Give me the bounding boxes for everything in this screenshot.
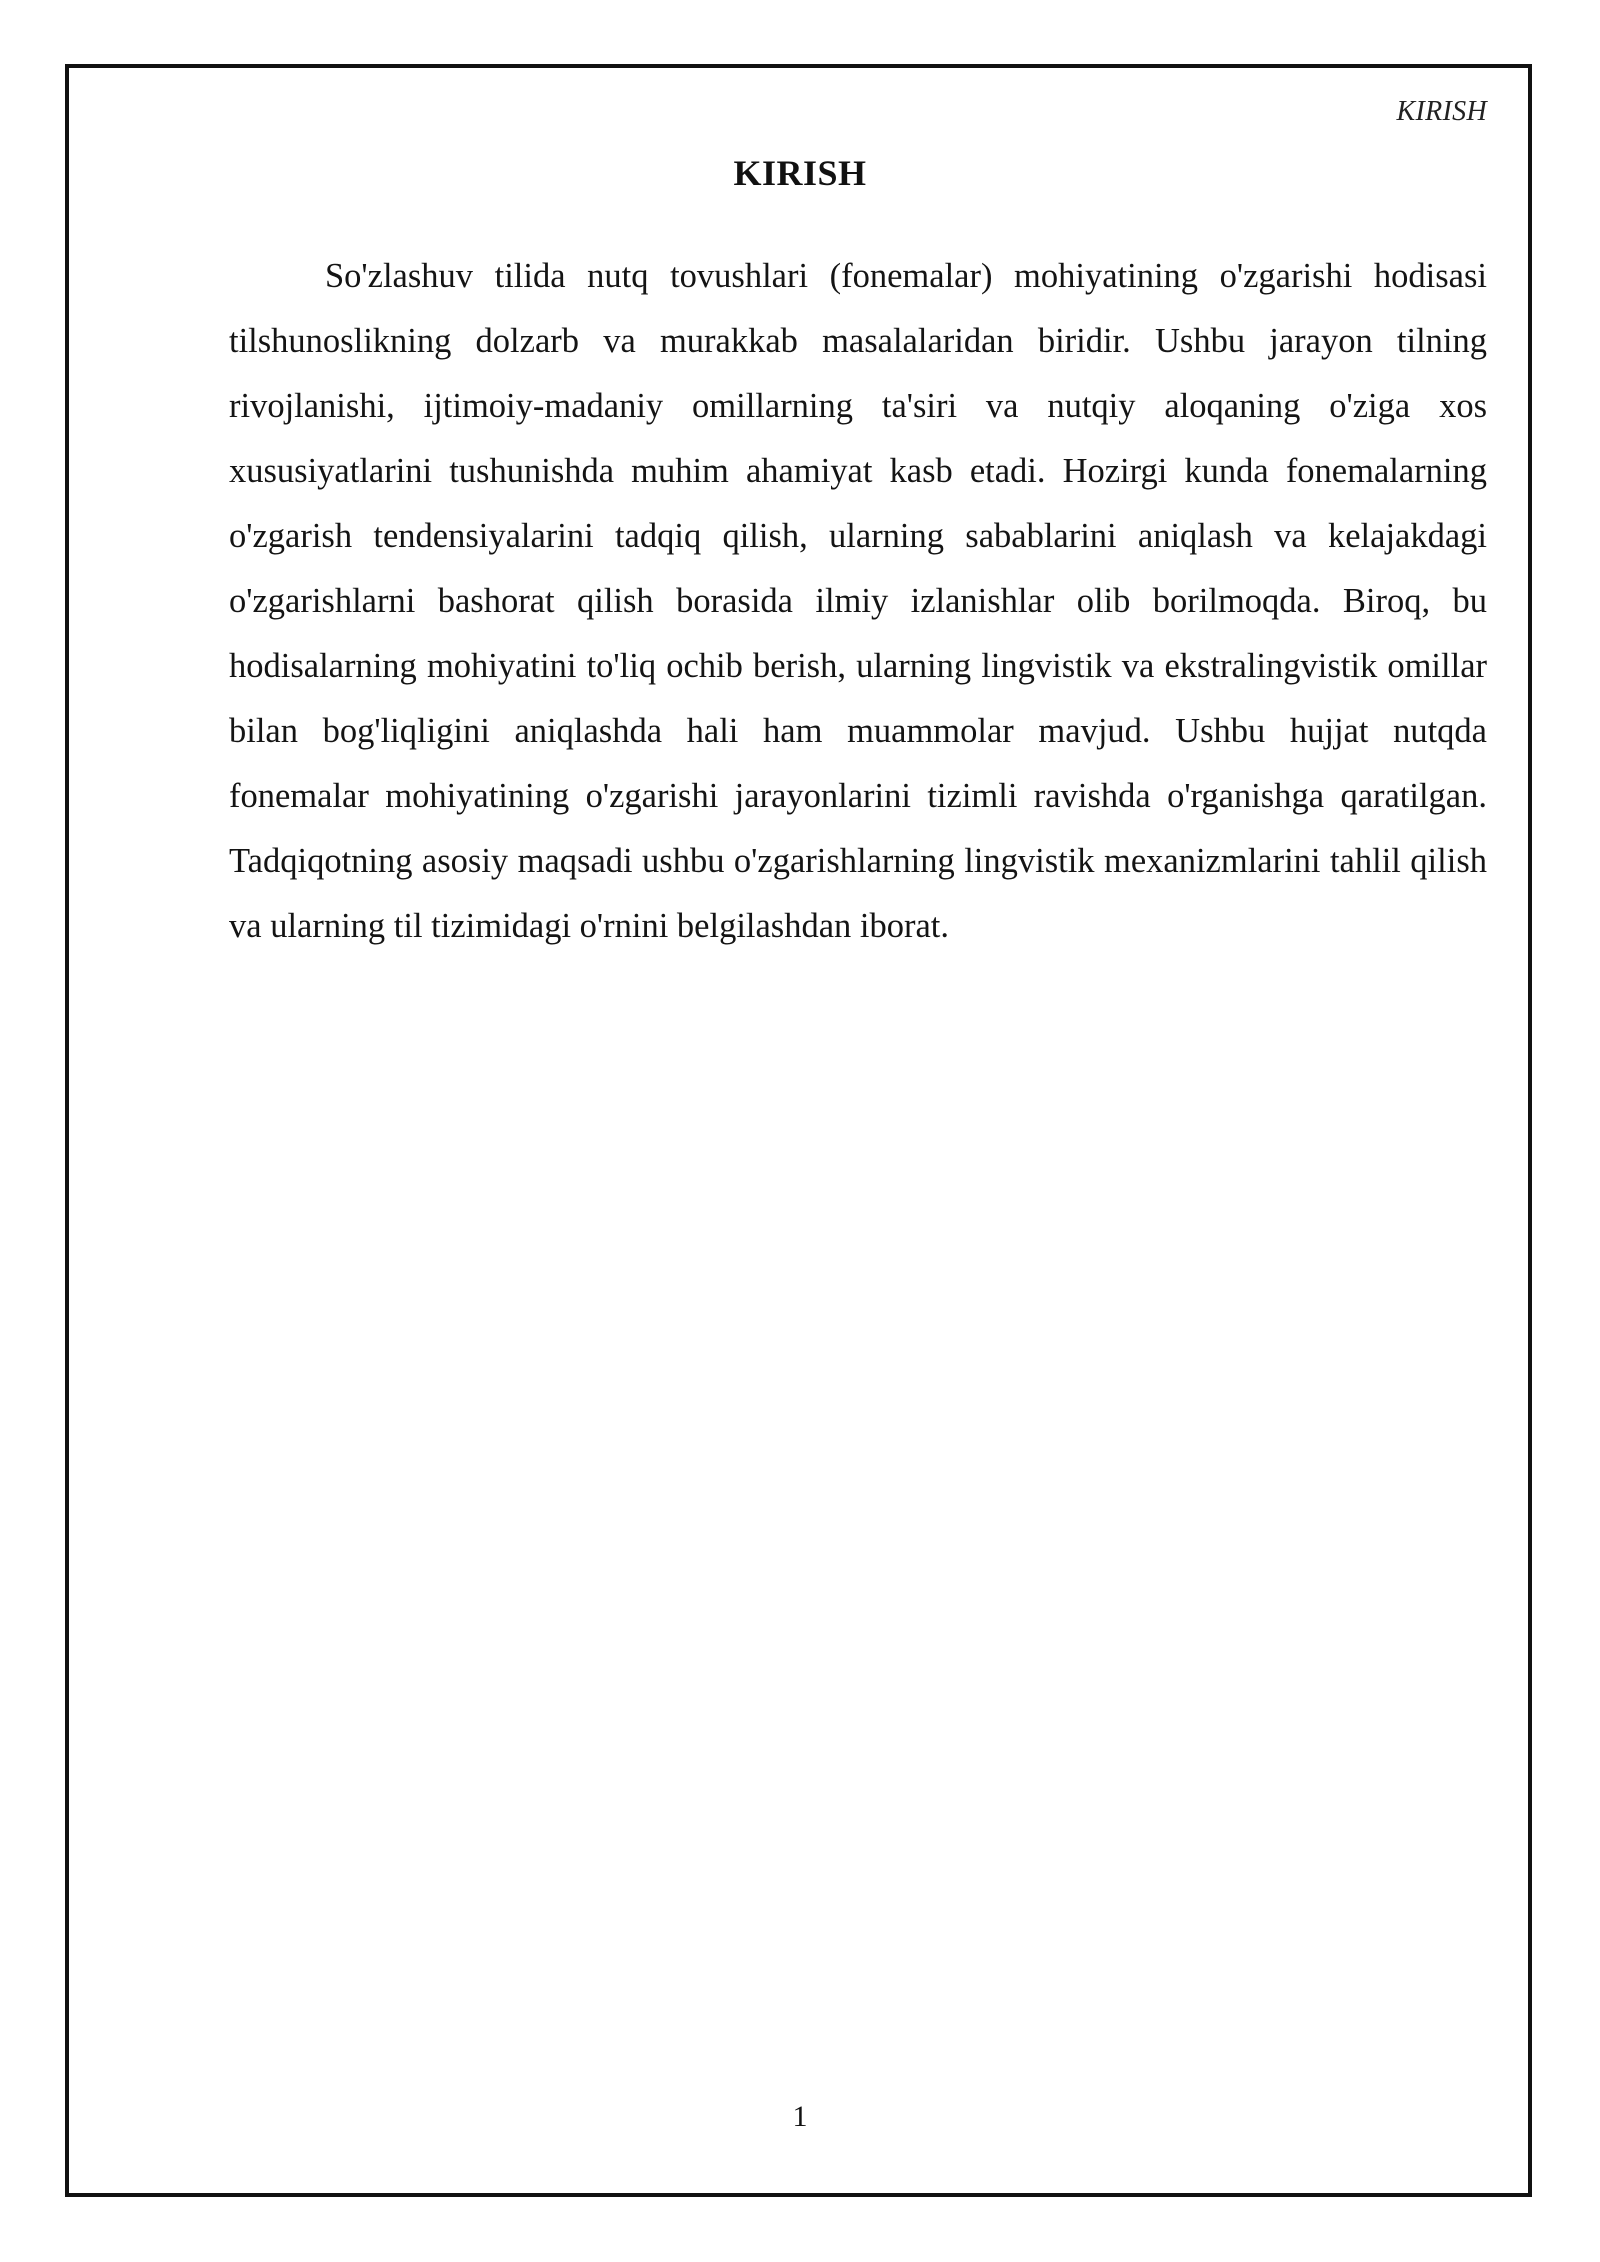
body-paragraph: So'zlashuv tilida nutq tovushlari (fonemalar) mohiyatining o'zgarishi hodisasi tilshunoslikning dolzarb va murakkab masalalaridan biridir. Ushbu jarayon tilning rivojlanishi, ijtimoiy-madaniy omillarning ta'siri va nutqiy aloqaning o'ziga xos xususiyatlarini tushunishda muhim ahamiyat kasb etadi. Hozirgi kunda fonemalarning o'zgarish tendensiyalarini tadqiq qilish, ularning sabablarini aniqlash va kelajakdagi o'zgarishlarni bashorat qilish borasida ilmiy izlanishlar olib borilmoqda. Biroq, bu hodisalarning mohiyatini to'liq ochib berish, ularning lingvistik va ekstralingvistik omillar bilan bog'liqligini aniqlashda hali ham muammolar mavjud. Ushbu hujjat nutqda fonemalar mohiyatining o'zgarishi jarayonlarini tizimli ravishda o'rganishga qaratilgan. Tadqiqotning asosiy maqsadi ushbu o'zgarishlarning lingvistik mexanizmlarini tahlil qilish va ularning til tizimidagi o'rnini belgilashdan iborat.	[229, 257, 1487, 945]
running-header: KIRISH	[1396, 96, 1487, 127]
section-title: KIRISH	[733, 153, 867, 193]
page-number: 1	[792, 2100, 808, 2133]
